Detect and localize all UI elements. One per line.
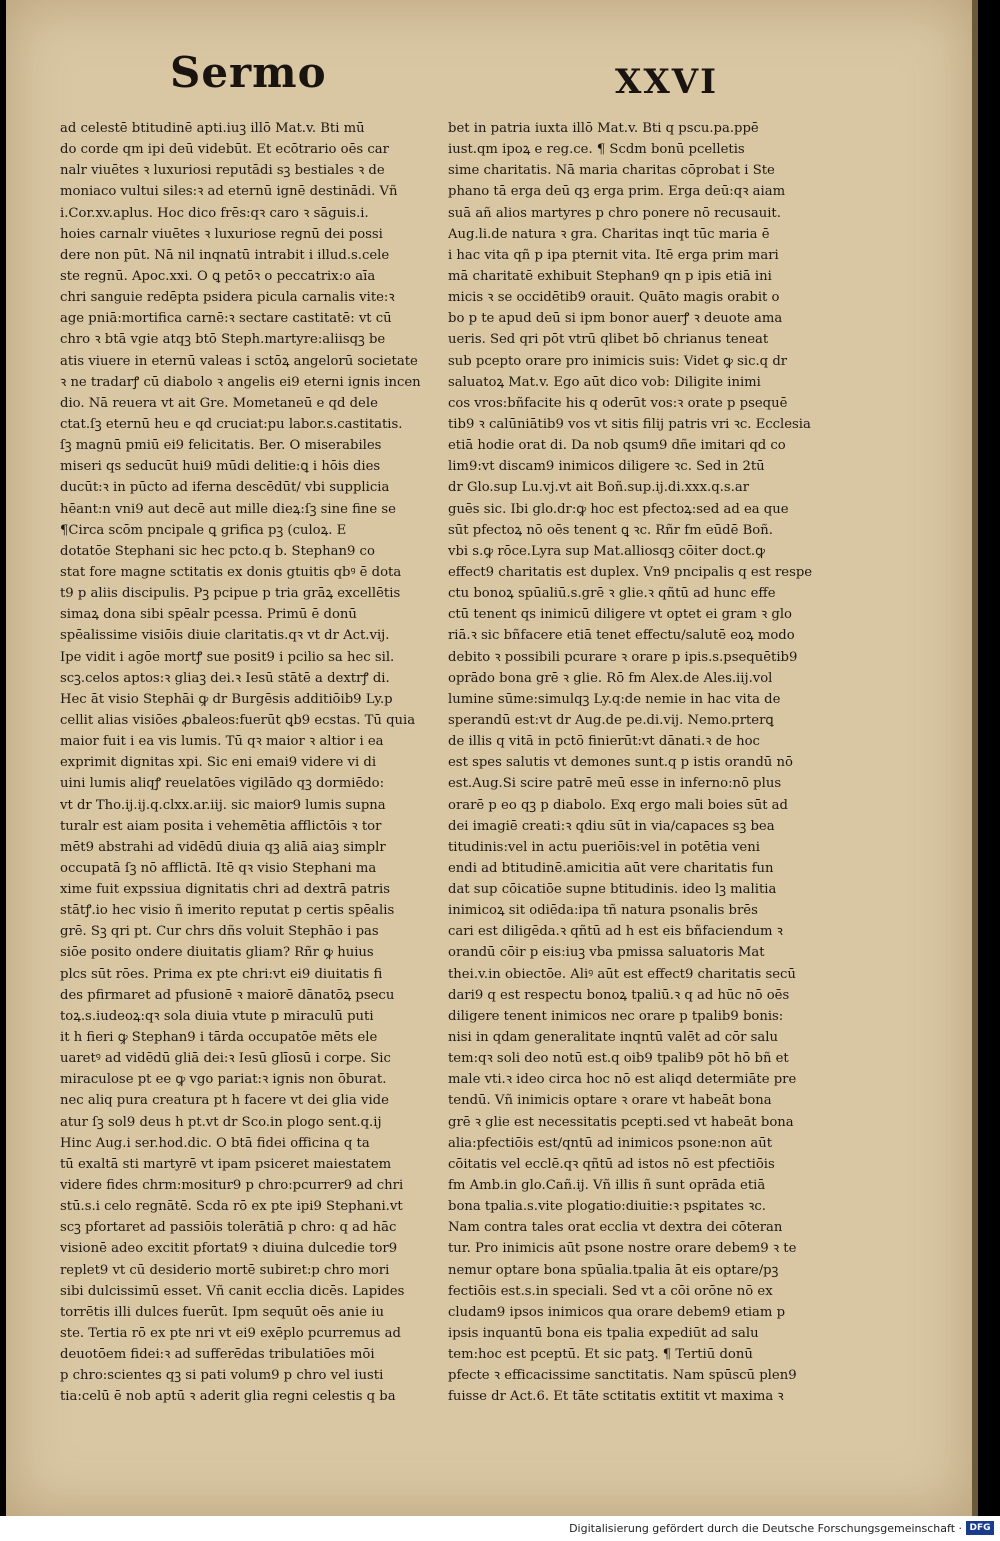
text-line: suā añ alios martyres p chro ponere nō recusauit. — [448, 205, 781, 221]
text-line: ueris. Sed qri pōt vtrū qlibet bō chrianus teneat — [448, 332, 769, 348]
page-edge — [972, 0, 978, 1516]
text-line: chri sanguie redēpta psidera picula carnalis vite:ꝛ — [60, 290, 395, 306]
text-line: tia:celū ē nob aptū ꝛ aderit glia regni celestis q ba — [60, 1389, 396, 1405]
text-line: i hac vita qñ p ipa pternit vita. Itē erga prim mari — [448, 247, 779, 263]
text-line: Hec āt visio Stephāi ꝙ dr Burgēsis additiōib9 Ly.p — [60, 691, 393, 707]
text-line: iust.qm ipoꝝ e reg.ce. ¶ Scdm bonū pcelletis — [448, 142, 745, 158]
text-line: ste regnū. Apoc.xxi. O ꝗ petōꝛ o peccatrix:o aīa — [60, 268, 376, 284]
text-line: diligere tenent inimicos nec orare p tpalib9 bonis: — [448, 1008, 784, 1024]
text-line: atur ſꝫ sol9 deus h pt.vt dr Sco.in plogo sent.q.ij — [60, 1114, 382, 1130]
text-line: sūt pfectoꝝ nō oēs tenent ꝗ ꝛc. Rñr fm eūdē Boñ. — [448, 522, 773, 538]
text-line: mēt9 abstrahi ad vidēdū diuia qꝫ aliā aiaꝫ simplr — [60, 839, 386, 855]
funding-credit: Digitalisierung gefördert durch die Deutsche Forschungsgemeinschaft · — [569, 1522, 962, 1535]
text-line: cos vros:bñfacite his q oderūt vos:ꝛ orate p psequē — [448, 395, 788, 411]
text-line: dei imagiē creati:ꝛ qdiu sūt in via/capaces sꝫ bea — [448, 818, 775, 834]
text-line: effect9 charitatis est duplex. Vn9 pncipalis q est respe — [448, 564, 813, 580]
text-line: siōe posito ondere diuitatis gliam? Rñr ꝙ huius — [60, 945, 374, 961]
text-line: nisi in qdam generalitate inqntū valēt ad cōr salu — [448, 1030, 778, 1046]
text-line: maior fuit i ea vis lumis. Tū qꝛ maior ꝛ altior i ea — [60, 734, 384, 750]
text-line: ꝛ ne tradarꝭ cū diabolo ꝛ angelis ei9 eterni ignis incen — [60, 374, 421, 390]
text-line: Aug.li.de natura ꝛ gra. Charitas inqt tūc maria ē — [448, 226, 770, 242]
text-line: i.Cor.xv.aplus. Hoc dico frēs:qꝛ caro ꝛ sāguis.i. — [60, 205, 369, 221]
text-line: ipsis inquantū bona eis tpalia expediūt ad salu — [448, 1326, 759, 1342]
text-line: tū exaltā sti martyrē vt ipam psiceret maiestatem — [60, 1156, 392, 1172]
text-line: uini lumis aliqꝭ reuelatōes vigilādo qꝫ dormiēdo: — [60, 776, 385, 792]
text-line: plcs sūt rōes. Prima ex pte chri:vt ei9 diuitatis fi — [60, 966, 383, 982]
text-line: p chro:scientes qꝫ si pati volum9 p chro vel iusti — [60, 1368, 384, 1384]
text-line: de illis q vitā in pctō finierūt:vt dānati.ꝛ de hoc — [448, 734, 760, 750]
text-line: ctū tenent qs inimicū diligere vt optet ei gram ꝛ glo — [448, 607, 793, 623]
text-line: simaꝝ dona sibi spēalr pcessa. Primū ē donū — [60, 607, 357, 623]
text-line: sub pcepto orare pro inimicis suis: Videt ꝙ sic.q dr — [448, 353, 788, 369]
text-line: vt dr Tho.ij.ij.q.clxx.ar.iij. sic maior9 lumis supna — [60, 797, 386, 813]
text-line: est.Aug.Si scire patrē meū esse in inferno:nō plus — [448, 776, 782, 792]
text-line: tib9 ꝛ calūniātib9 vos vt sitis filij patris vri ꝛc. Ecclesia — [448, 416, 811, 432]
text-line: fm Amb.in glo.Cañ.ij. Vñ illis ñ sunt oprāda etiā — [448, 1178, 766, 1194]
text-line: sime charitatis. Nā maria charitas cōprobat i Ste — [448, 163, 775, 179]
text-line: grē. Sꝫ qri pt. Cur chrs dñs voluit Stephāo i pas — [60, 924, 379, 940]
right-text-column — [448, 118, 823, 1408]
text-line: lumine sūme:simulqꝫ Ly.q:de nemie in hac vita de — [448, 691, 781, 707]
text-line: stū.s.i celo regnātē. Scda rō ex pte ipi9 Stephani.vt — [60, 1199, 403, 1215]
text-line: male vti.ꝛ ideo circa hoc nō est aliqd determiāte pre — [448, 1072, 797, 1088]
text-line: ¶Circa scōm pncipale ꝗ grifica pꝫ (culoꝝ. E — [60, 522, 347, 538]
text-line: fuisse dr Act.6. Et tāte sctitatis extitit vt maxima ꝛ — [448, 1389, 784, 1405]
text-line: pfecte ꝛ efficacissime sanctitatis. Nam spūscū plen9 — [448, 1368, 797, 1384]
text-line: stātꝭ.io hec visio ñ imerito reputat p certis spēalis — [60, 903, 395, 919]
text-line: tem:hoc est pceptū. Et sic patꝫ. ¶ Tertiū donū — [448, 1347, 753, 1363]
text-line: occupatā ſꝫ nō afflictā. Itē qꝛ visio Stephani ma — [60, 860, 377, 876]
left-text-column — [60, 118, 424, 1408]
text-line: endi ad btitudinē.amicitia aūt vere charitatis fun — [448, 860, 774, 876]
text-line: dari9 q est respectu bonoꝝ tpaliū.ꝛ q ad hūc nō oēs — [448, 987, 790, 1003]
dfg-logo: DFG — [966, 1521, 994, 1535]
text-line: uaretꝰ ad vidēdū gliā dei:ꝛ Iesū glīosū i corpe. Sic — [60, 1051, 391, 1067]
text-line: moniaco vultui siles:ꝛ ad eternū ignē destinādi. Vñ — [60, 184, 398, 200]
text-line: ſꝫ magnū pmiū ei9 felicitatis. Ber. O miserabiles — [60, 438, 382, 454]
text-line: miseri qs seducūt hui9 mūdi delitie:ꝗ i hōis dies — [60, 459, 381, 475]
text-line: thei.v.in obiectōe. Aliꝰ aūt est effect9 charitatis secū — [448, 966, 796, 982]
text-line: bona tpalia.s.vite plogatio:diuitie:ꝛ psꝑitates ꝛc. — [448, 1199, 766, 1215]
text-line: tur. Pro inimicis aūt psone nostre orare debem9 ꝛ te — [448, 1241, 797, 1257]
text-line: nec aliq pura creatura pt h facere vt dei glia vide — [60, 1093, 389, 1109]
text-line: Nam contra tales orat ecclia vt dextra dei cōteran — [448, 1220, 783, 1236]
text-line: hēant:n vni9 aut decē aut mille dieꝝ:ſꝫ sine fine se — [60, 501, 396, 517]
text-line: tendū. Vñ inimicis optare ꝛ orare vt habeāt bona — [448, 1093, 772, 1109]
text-line: bo p te apud deū si ipm bonor auerꝭ ꝛ deuote ama — [448, 311, 783, 327]
text-line: sibi dulcissimū esset. Vñ canit ecclia dicēs. Lapides — [60, 1283, 405, 1299]
text-line: turalr est aiam posita i vehemētia afflictōis ꝛ tor — [60, 818, 382, 834]
text-line: cellit alias visiōes ꝓbaleos:fuerūt ꝗb9 ecstas. Tū quia — [60, 712, 416, 728]
folio-number: XXVI — [615, 62, 719, 102]
text-line: des pfirmaret ad pfusionē ꝛ maiorē dānatōꝝ psecu — [60, 987, 395, 1003]
text-line: toꝝ.s.iudeoꝝ:qꝛ sola diuia vtute p miraculū puti — [60, 1008, 374, 1024]
text-line: xime fuit expssiua dignitatis chri ad dextrā patris — [60, 882, 390, 898]
text-line: saluatoꝝ Mat.v. Ego aūt dico vob: Diligite inimi — [448, 374, 761, 390]
text-line: cōitatis vel ecclē.qꝛ qñtū ad istos nō est pfectiōis — [448, 1156, 775, 1172]
text-line: deuotōem fidei:ꝛ ad sufferēdas tribulatiōes mōi — [60, 1347, 375, 1363]
text-line: riā.ꝛ sic bñfacere etiā tenet effectu/salutē eoꝝ modo — [448, 628, 795, 644]
text-line: miraculose pt ee ꝙ vgo pariat:ꝛ ignis non ōburat. — [60, 1072, 387, 1088]
text-line: it h fieri ꝙ Stephan9 i tārda occupatōe mēts ele — [60, 1030, 378, 1046]
text-line: torrētis illi dulces fuerūt. Ipm sequūt oēs anie iu — [60, 1304, 384, 1320]
running-head-left: Sermo — [170, 48, 327, 97]
text-line: dere non pūt. Nā nil inqnatū intrabit i illud.s.cele — [60, 247, 390, 263]
text-line: scꝫ pfortaret ad passiōis tolerātiā p chro: q ad hāc — [60, 1220, 397, 1236]
text-line: exprimit dignitas xpi. Sic eni emai9 videre vi di — [60, 755, 377, 771]
text-line: oprādo bona grē ꝛ glie. Rō fm Alex.de Ales.iij.vol — [448, 670, 773, 686]
text-line: phano tā erga deū qꝫ erga prim. Erga deū:qꝛ aiam — [448, 184, 786, 200]
text-line: est spes salutis vt demones sunt.q p istis orandū nō — [448, 755, 793, 771]
text-line: mā charitatē exhibuit Stephan9 qn p ipis etiā ini — [448, 268, 772, 284]
text-line: lim9:vt discam9 inimicos diligere ꝛc. Sed in 2tū — [448, 459, 765, 475]
text-line: t9 p aliis discipulis. Pꝫ pcipue p tria grāꝝ excellētis — [60, 586, 401, 602]
text-line: cari est diligēda.ꝛ qñtū ad h est eis bñfaciendum ꝛ — [448, 924, 783, 940]
text-line: inimicoꝝ sit odiēda:ipa tñ natura psonalis brēs — [448, 903, 758, 919]
footer-bar — [0, 1516, 1000, 1541]
text-line: dr Glo.sup Lu.vj.vt ait Boñ.sup.ij.di.xxx.q.s.ar — [448, 480, 749, 496]
text-line: scꝫ.celos aptos:ꝛ gliaꝫ dei.ꝛ Iesū stātē a dextrꝭ di. — [60, 670, 390, 686]
text-line: vbi s.ꝙ rōce.Lyra sup Mat.alliosqꝫ cōiter doct.ꝙ — [448, 543, 765, 559]
text-line: alia:pfectiōis est/qntū ad inimicos psone:non aūt — [448, 1135, 773, 1151]
text-line: fectiōis est.s.in speciali. Sed vt a cōi orōne nō ex — [448, 1283, 773, 1299]
text-line: videre fides chrm:mositur9 p chro:pcurrer9 ad chri — [60, 1178, 404, 1194]
text-line: titudinis:vel in actu pueriōis:vel in potētia veni — [448, 839, 760, 855]
text-line: etiā hodie orat di. Da nob qsum9 dñe imitari qd co — [448, 438, 786, 454]
text-line: orarē p eo qꝫ p diabolo. Exq ergo mali boies sūt ad — [448, 797, 788, 813]
text-line: sperandū est:vt dr Aug.de pe.di.vij. Nemo.prterꝗ — [448, 712, 774, 728]
text-line: hoies carnalr viuētes ꝛ luxuriose regnū dei possi — [60, 226, 383, 242]
text-line: dio. Nā reuera vt ait Gre. Mometaneū e qd dele — [60, 395, 378, 411]
text-line: tem:qꝛ soli deo notū est.q oib9 tpalib9 pōt hō bñ et — [448, 1051, 789, 1067]
text-line: ad celestē btitudinē apti.iuꝫ illō Mat.v. Bti mū — [60, 121, 365, 136]
text-line: nalr viuētes ꝛ luxuriosi reputādi sꝫ bestiales ꝛ de — [60, 163, 385, 179]
text-line: guēs sic. Ibi glo.dr:ꝙ hoc est pfectoꝝ:sed ad ea que — [448, 501, 789, 517]
text-line: ste. Tertia rō ex pte nri vt ei9 exēplo pcurremus ad — [60, 1326, 401, 1342]
text-line: stat fore magne sctitatis ex donis gtuitis qbꝰ ē dota — [60, 564, 402, 580]
text-line: ctat.ſꝫ eternū heu e qd cruciat:pu labor.s.castitatis. — [60, 416, 403, 432]
text-line: ducūt:ꝛ in pūcto ad iferna descēdūt/ vbi supplicia — [60, 480, 390, 496]
text-line: visionē adeo excitit pfortat9 ꝛ diuina dulcedie tor9 — [60, 1241, 398, 1257]
text-line: cludam9 ipsos inimicos qua orare debem9 etiam p — [448, 1304, 786, 1320]
text-line: orandū cōir p eis:iuꝫ vba pmissa saluatoris Mat — [448, 945, 765, 961]
text-line: atis viuere in eternū valeas i sctōꝝ angelorū societate — [60, 353, 418, 369]
text-line: Ipe vidit i agōe mortꝭ sue posit9 i pcilio sa hec sil. — [60, 649, 395, 665]
text-line: chro ꝛ btā vgie atqꝫ btō Steph.martyre:aliisqꝫ be — [60, 332, 386, 348]
text-line: replet9 vt cū desiderio mortē subiret:p chro mori — [60, 1262, 390, 1278]
text-line: age pniā:mortifica carnē:ꝛ sectare castitatē: vt cū — [60, 311, 392, 327]
text-line: bet in patria iuxta illō Mat.v. Bti q pscu.pa.ppē — [448, 121, 759, 136]
text-line: spēalissime visiōis diuie claritatis.qꝛ vt dr Act.vij. — [60, 628, 390, 644]
text-line: grē ꝛ glie est necessitatis pcepti.sed vt habeāt bona — [448, 1114, 794, 1130]
text-line: do corde qm ipi deū videbūt. Et ecōtrario oēs car — [60, 142, 389, 158]
text-line: dat sup cōicatiōe supne btitudinis. ideo lꝫ malitia — [448, 882, 777, 898]
text-line: nemur optare bona spūalia.tpalia āt eis optare/pꝫ — [448, 1262, 779, 1278]
text-line: Hinc Aug.i ser.hod.dic. O btā fidei officina q ta — [60, 1135, 370, 1151]
text-line: ctu bonoꝝ spūaliū.s.grē ꝛ glie.ꝛ qñtū ad hunc effe — [448, 586, 776, 602]
text-line: debito ꝛ possibili pcurare ꝛ orare p ipis.s.psequētib9 — [448, 649, 798, 665]
text-line: micis ꝛ se occidētib9 orauit. Quāto magis orabit o — [448, 290, 780, 306]
text-line: dotatōe Stephani sic hec pcto.q b. Stephan9 co — [60, 543, 375, 559]
